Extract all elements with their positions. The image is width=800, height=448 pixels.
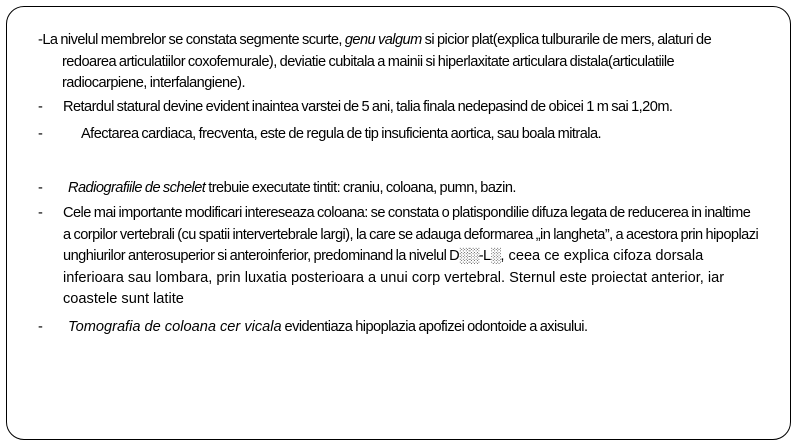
list-item-cardiac: [38, 124, 760, 146]
item-text: , ceea ce explica cifoza dorsala inferioara sau lombara, prin luxatia posterioara a unui corp vertebral. Sternul este proiectat anterior, iar coastele sunt latite: [63, 248, 725, 307]
item-text: Retardul statural devine evident inaintea varstei de 5 ani, talia finala nedepasind de obicei 1 m sai 1,20m.: [63, 98, 673, 115]
list-item-stature: [38, 97, 760, 119]
bullet-dash: -: [38, 126, 43, 142]
slide-content: [38, 30, 760, 338]
bullet-dash: -: [38, 318, 43, 335]
item-text: si picior plat(explica tulburarile de mers, alaturi de redoarea articulatiilor coxofemurale), deviatie cubitala a mainii si hiperlaxitate articulara distala(articulatiile radiocarpiene, interfalangiene).: [62, 32, 712, 91]
bullet-dash: -: [38, 98, 43, 115]
bullet-dash: -: [38, 32, 43, 48]
item-text-italic: Radiografiile de schelet: [68, 179, 206, 196]
item-text: La nivelul membrelor se constata segmente scurte,: [42, 32, 345, 48]
bullet-dash: -: [38, 205, 43, 221]
list-item-radiography: [38, 178, 760, 200]
bullet-dash: -: [38, 179, 43, 196]
list-item-members: [38, 30, 760, 95]
item-text-italic: genu valgum: [344, 32, 422, 48]
item-text: Cele mai importante modificari intereseaza coloana: se constata o platispondilie difuza legata de reducerea in inaltime a corpilor vertebrali (cu spatii intervertebrale largi), la care se adauga deformarea „in langheta”, a acestora prin hipoplazi unghiurilor anterosuperior si anteroinferior, predominand la nivelul D░░-L░: [63, 205, 759, 264]
list-item-tomography: [38, 317, 760, 339]
item-text: Afectarea cardiaca, frecventa, este de regula de tip insuficienta aortica, sau boala mitrala.: [81, 126, 602, 142]
item-text-italic: Tomografia de coloana cer vicala: [68, 318, 282, 335]
item-text: evidentiaza hipoplazia apofizei odontoide a axisului.: [281, 318, 588, 335]
list-item-spine: [38, 203, 760, 311]
item-text: trebuie executate tintit: craniu, coloana, pumn, bazin.: [205, 179, 516, 196]
